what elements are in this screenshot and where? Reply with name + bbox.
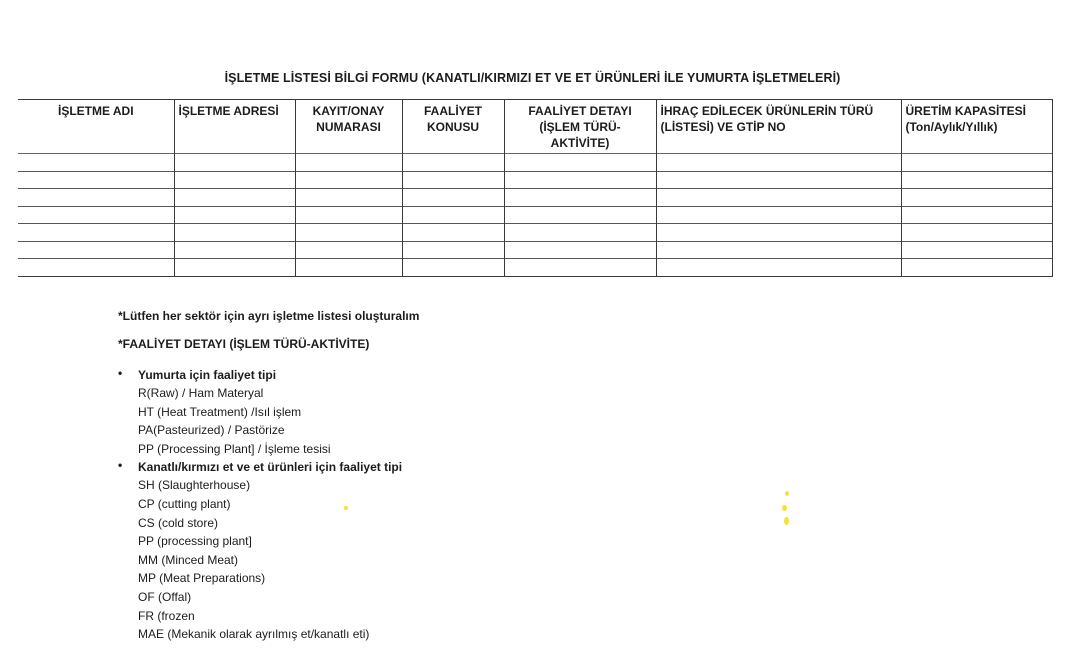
table-row [18,189,1052,207]
table-cell [295,259,402,277]
scan-speck [782,505,787,511]
activity-group-label: Kanatlı/kırmızı et ve et ürünleri için faaliyet tipi [138,460,403,475]
list-item: R(Raw) / Ham Materyal [138,386,264,400]
table-cell [174,259,295,277]
table-cell [174,189,295,207]
business-list-table [18,99,1053,277]
table-cell [504,189,656,207]
table-cell [295,154,402,172]
table-cell [901,171,1052,189]
table-cell [504,224,656,242]
separate-list-note: *Lütfen her sektör için ayrı işletme listesi oluşturalım [118,309,420,323]
table-cell [174,171,295,189]
table-cell [402,206,504,224]
table-cell [504,171,656,189]
header-activity-detail: FAALİYET DETAYI (İŞLEM TÜRÜ- AKTİVİTE) [504,100,656,154]
activity-group-egg [118,366,402,458]
list-item: FR (frozen [138,608,195,623]
header-activity-subject: FAALİYET KONUSU [402,100,504,154]
table-cell [295,241,402,259]
list-item: MAE (Mekanik olarak ayrılmış et/kanatlı eti) [138,627,370,642]
table-body [18,154,1052,277]
header-business-address: İŞLETME ADRESİ [174,100,295,154]
header-business-name: İŞLETME ADI [18,100,174,154]
table-cell [295,189,402,207]
activity-group-meat [118,458,402,643]
table-row [18,241,1052,259]
table-header-row [18,100,1052,154]
table-cell [18,206,174,224]
list-item: SH (Slaughterhouse) [138,478,251,493]
table-row [18,154,1052,172]
table-cell [174,224,295,242]
table-cell [901,154,1052,172]
table-cell [402,189,504,207]
table-cell [901,224,1052,242]
table-cell [504,206,656,224]
table-cell [174,206,295,224]
list-item: HT (Heat Treatment) /Isıl işlem [138,404,302,419]
table-row [18,171,1052,189]
table-cell [402,241,504,259]
scan-speck [344,506,348,510]
scan-speck [785,491,789,496]
table-cell [402,154,504,172]
list-item: CP (cutting plant) [138,496,231,511]
table-cell [656,154,901,172]
table-cell [402,259,504,277]
table-row [18,224,1052,242]
table-cell [295,206,402,224]
table-cell [656,259,901,277]
table-cell [504,259,656,277]
table-cell [174,154,295,172]
list-item: MM (Minced Meat) [138,552,239,567]
table-cell [504,154,656,172]
table-cell [656,206,901,224]
table-cell [901,189,1052,207]
list-item: CS (cold store) [138,515,219,530]
table-cell [18,189,174,207]
table-cell [656,189,901,207]
table-cell [18,259,174,277]
table-cell [402,224,504,242]
table-cell [504,241,656,259]
activity-detail-heading: *FAALİYET DETAYI (İŞLEM TÜRÜ-AKTİVİTE) [118,337,370,351]
table-cell [656,224,901,242]
bullet-icon: • [118,366,123,380]
list-item: PA(Pasteurized) / Pastörize [138,423,285,438]
table-cell [656,241,901,259]
activity-type-list [118,366,402,644]
header-production-capacity: ÜRETİM KAPASİTESİ (Ton/Aylık/Yıllık) [901,100,1052,154]
header-export-products: İHRAÇ EDİLECEK ÜRÜNLERİN TÜRÜ (LİSTESİ) VE GTİP NO [656,100,901,154]
table-cell [295,224,402,242]
list-item: MP (Meat Preparations) [138,571,266,586]
table-cell [656,171,901,189]
table-row [18,259,1052,277]
table-cell [18,154,174,172]
table-cell [901,206,1052,224]
table-cell [295,171,402,189]
table-cell [402,171,504,189]
list-item: PP (Processing Plant] / İşleme tesisi [138,441,331,456]
table-cell [901,259,1052,277]
scan-speck [784,517,789,525]
table-cell [18,171,174,189]
table-row [18,206,1052,224]
list-item: PP (processing plant] [138,534,252,549]
bullet-icon: • [118,458,123,473]
form-title: İŞLETME LİSTESİ BİLGİ FORMU (KANATLI/KIRMIZI ET VE ET ÜRÜNLERİ İLE YUMURTA İŞLETMELERİ) [224,71,841,85]
table-cell [901,241,1052,259]
table-cell [18,224,174,242]
header-registration-number: KAYIT/ONAY NUMARASI [295,100,402,154]
list-item: OF (Offal) [138,589,192,604]
activity-group-label: Yumurta için faaliyet tipi [138,368,277,382]
table-cell [18,241,174,259]
table-cell [174,241,295,259]
